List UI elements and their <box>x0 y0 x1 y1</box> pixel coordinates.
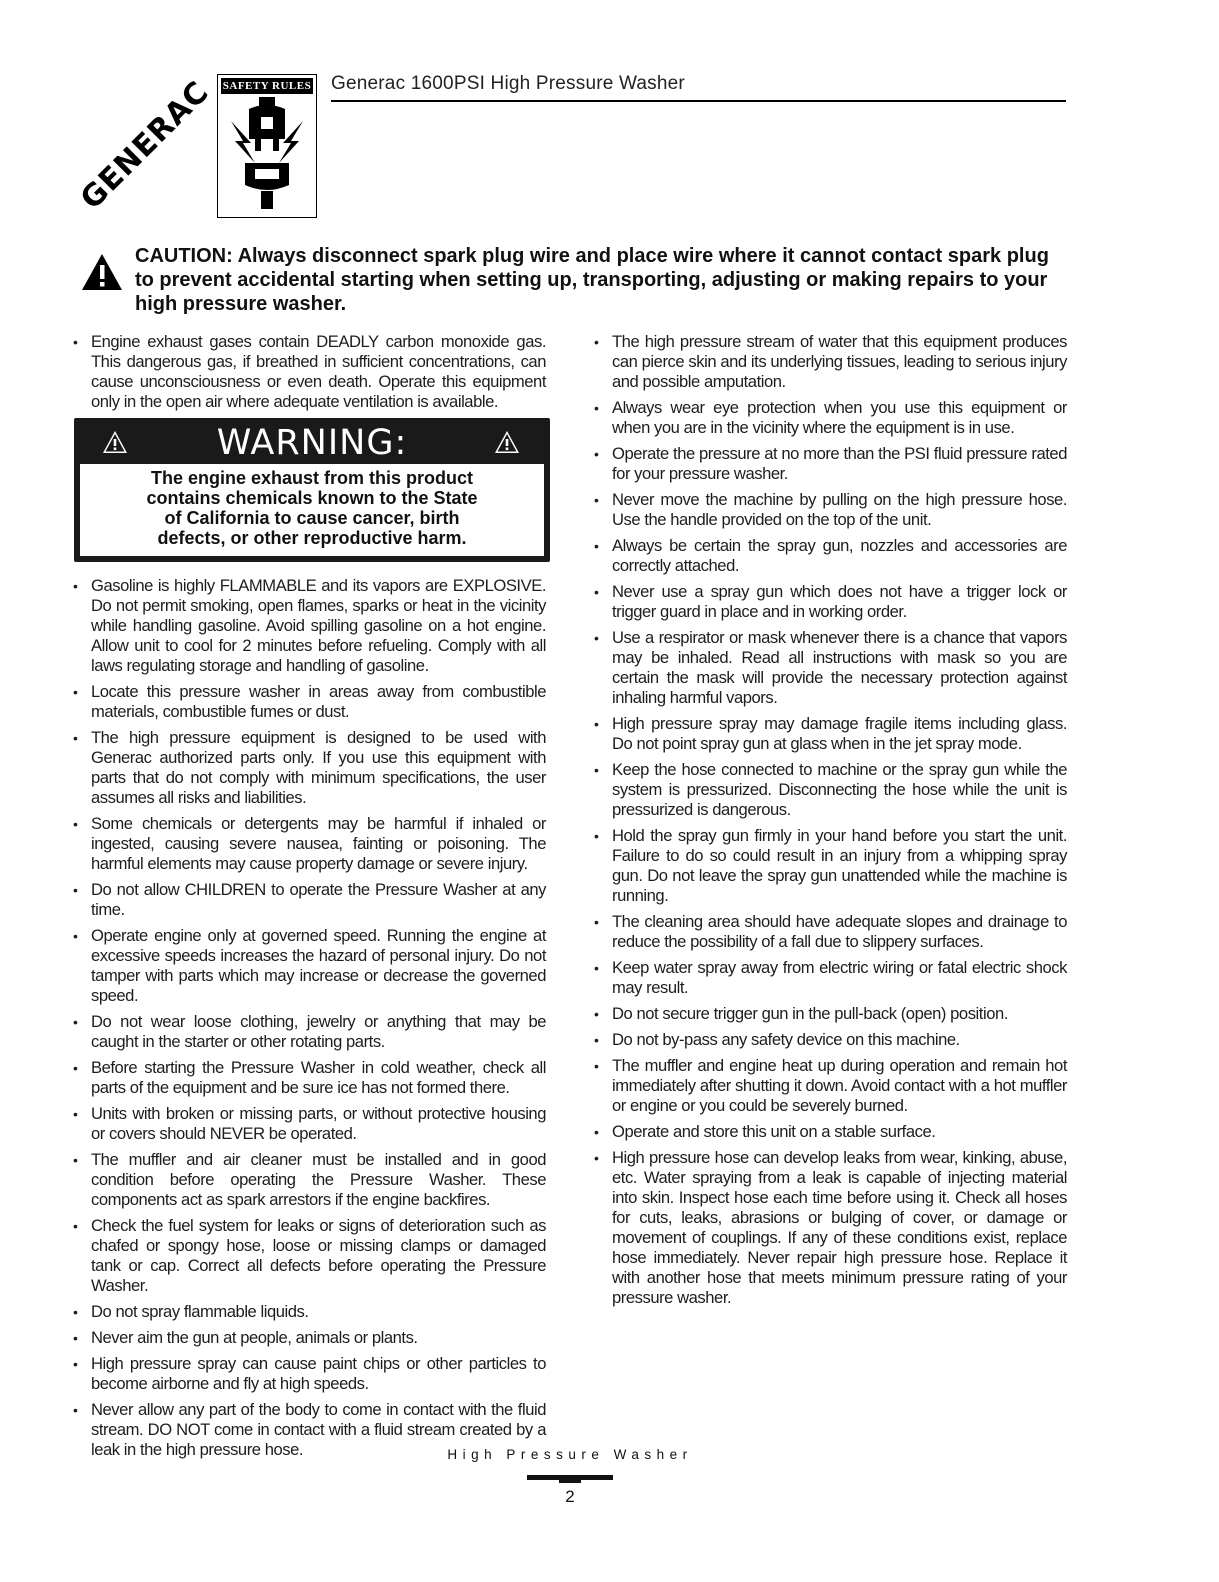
list-item: • High pressure spray may damage fragile items including glass. Do not point spray gun at glass when in the jet spray mode. <box>593 714 1067 754</box>
list-item: • Keep the hose connected to machine or the spray gun while the system is pressurized. Disconnecting the hose while the unit is pressurized is dangerous. <box>593 760 1067 820</box>
list-item: • Do not by-pass any safety device on this machine. <box>593 1030 1067 1050</box>
page-number: 2 <box>565 1487 575 1506</box>
list-item: • Operate the pressure at no more than the PSI fluid pressure rated for your pressure washer. <box>593 444 1067 484</box>
safety-rules-badge <box>217 74 317 218</box>
list-item: • Never allow any part of the body to come in contact with the fluid stream. DO NOT come in contact with a fluid stream created by a leak in the high pressure hose. <box>72 1400 546 1460</box>
warning-line: contains chemicals known to the State <box>146 488 478 508</box>
list-item: • The high pressure stream of water that this equipment produces can pierce skin and its underlying tissues, leading to serious injury and possible amputation. <box>593 332 1067 392</box>
header-divider <box>331 100 1066 102</box>
left-column <box>72 332 546 1466</box>
list-item: • Always be certain the spray gun, nozzles and accessories are correctly attached. <box>593 536 1067 576</box>
document-title: Generac 1600PSI High Pressure Washer <box>331 73 685 94</box>
list-item: • The muffler and air cleaner must be installed and in good condition before operating the Pressure Washer. These components act as spark arrestors if the engine backfires. <box>72 1150 546 1210</box>
list-item: • High pressure spray can cause paint chips or other particles to become airborne and fly at high speeds. <box>72 1354 546 1394</box>
list-item: • The muffler and engine heat up during operation and remain hot immediately after shutting it down. Avoid contact with a hot muffler or engine or you could be severely burned. <box>593 1056 1067 1116</box>
list-item: • Do not wear loose clothing, jewelry or anything that may be caught in the starter or other rotating parts. <box>72 1012 546 1052</box>
warning-triangle-icon <box>494 430 520 454</box>
list-item: • Units with broken or missing parts, or without protective housing or covers should NEVER be operated. <box>72 1104 546 1144</box>
warning-line: of California to cause cancer, birth <box>164 508 460 528</box>
list-item: • Engine exhaust gases contain DEADLY carbon monoxide gas. This dangerous gas, if breathed in sufficient concentrations, can cause unconsciousness or even death. Operate this equipment only in the open air where adequate ventilation is available. <box>72 332 546 412</box>
list-item: • Use a respirator or mask whenever there is a chance that vapors may be inhaled. Read all instructions with mask so you are certain the mask will provide the necessary protection against inhaling harmful vapors. <box>593 628 1067 708</box>
list-item: • Operate engine only at governed speed. Running the engine at excessive speeds increases the hazard of personal injury. Do not tamper with parts which may increase or decrease the governed speed. <box>72 926 546 1006</box>
badge-label: SAFETY RULES <box>222 80 312 92</box>
left-safety-list <box>72 576 546 1460</box>
list-item: • Operate and store this unit on a stable surface. <box>593 1122 1067 1142</box>
list-item: • Never aim the gun at people, animals or plants. <box>72 1328 546 1348</box>
warning-title: WARNING: <box>216 423 408 463</box>
list-item: • Never use a spray gun which does not have a trigger lock or trigger guard in place and in working order. <box>593 582 1067 622</box>
caution-notice <box>80 244 1070 316</box>
warning-line: defects, or other reproductive harm. <box>157 528 467 548</box>
list-item: • Keep water spray away from electric wiring or fatal electric shock may result. <box>593 958 1067 998</box>
list-item: • Do not spray flammable liquids. <box>72 1302 546 1322</box>
warning-line: The engine exhaust from this product <box>150 468 474 488</box>
warning-body <box>80 464 544 556</box>
list-item: • Check the fuel system for leaks or signs of deterioration such as chafed or spongy hose, loose or missing clamps or damaged tank or cap. Correct all defects before operating the Pressure Washer. <box>72 1216 546 1296</box>
footer-label: High Pressure Washer <box>447 1447 693 1462</box>
electric-plug-icon <box>221 97 313 209</box>
list-item: • Locate this pressure washer in areas away from combustible materials, combustible fumes or dust. <box>72 682 546 722</box>
list-item: • Before starting the Pressure Washer in cold weather, check all parts of the equipment and be sure ice has not formed there. <box>72 1058 546 1098</box>
list-item: • Do not allow CHILDREN to operate the Pressure Washer at any time. <box>72 880 546 920</box>
brand-logo: GENERAC <box>73 74 217 217</box>
list-item: • Never move the machine by pulling on the high pressure hose. Use the handle provided on the top of the unit. <box>593 490 1067 530</box>
list-item: • Gasoline is highly FLAMMABLE and its vapors are EXPLOSIVE. Do not permit smoking, open flames, sparks or heat in the vicinity while handling gasoline. Avoid spilling gasoline on a hot engine. Allow unit to cool for 2 minutes before refueling. Comply with all laws regulating storage and handling of gasoline. <box>72 576 546 676</box>
caution-text: CAUTION: Always disconnect spark plug wire and place wire where it cannot contact spark plug to prevent accidental starting when setting up, transporting, adjusting or making repairs to your high pressure washer. <box>135 245 1049 315</box>
list-item: • Hold the spray gun firmly in your hand before you start the unit. Failure to do so could result in an injury from a whipping spray gun. Do not leave the spray gun unattended while the machine is running. <box>593 826 1067 906</box>
footer-divider-tip <box>559 1480 581 1483</box>
warning-triangle-icon <box>102 430 128 454</box>
right-safety-list <box>593 332 1067 1308</box>
list-item: • Some chemicals or detergents may be harmful if inhaled or ingested, causing severe nausea, fainting or poisoning. The harmful elements may cause property damage or severe injury. <box>72 814 546 874</box>
list-item: • The cleaning area should have adequate slopes and drainage to reduce the possibility of a fall due to slippery surfaces. <box>593 912 1067 952</box>
list-item: • The high pressure equipment is designed to be used with Generac authorized parts only. If you use this equipment with parts that do not comply with minimum specifications, the user assumes all risks and liabilities. <box>72 728 546 808</box>
prop65-warning-box <box>74 418 550 562</box>
list-item: • Always wear eye protection when you use this equipment or when you are in the vicinity where the equipment is in use. <box>593 398 1067 438</box>
list-item: • Do not secure trigger gun in the pull-back (open) position. <box>593 1004 1067 1024</box>
warning-triangle-icon <box>80 252 124 292</box>
list-item: • High pressure hose can develop leaks from wear, kinking, abuse, etc. Water spraying from a leak is capable of injecting material into skin. Inspect hose each time before using it. Check all hoses for cuts, leaks, abrasions or bulging of cover, or damage or movement of couplings. If any of these conditions exist, replace hose immediately. Never repair high pressure hose. Replace it with another hose that meets minimum pressure rating of your pressure washer. <box>593 1148 1067 1308</box>
right-column <box>593 332 1067 1314</box>
